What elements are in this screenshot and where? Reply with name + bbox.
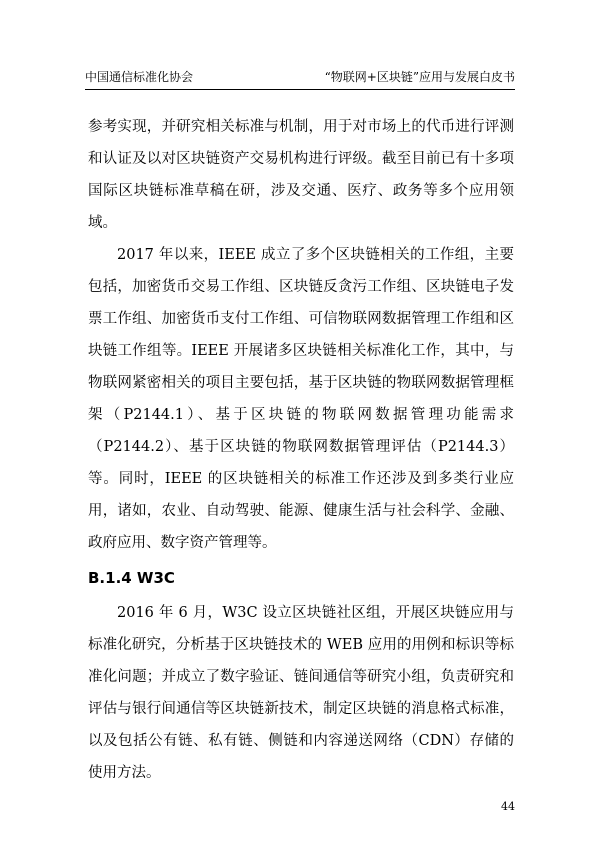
paragraph-standards-continued: 参考实现，并研究相关标准与机制，用于对市场上的代币进行评测和认证及以对区块链资产交易机构进行评级。截至目前已有十多项国际区块链标准草稿在研，涉及交通、医疗、政务等多个应用领域。 <box>88 119 514 231</box>
page-header <box>85 68 515 86</box>
header-divider <box>85 89 515 90</box>
page-number: 44 <box>501 800 515 813</box>
paragraph-w3c: 2016 年 6 月，W3C 设立区块链社区组，开展区块链应用与标准化研究，分析基于区块链技术的 WEB 应用的用例和标识等标准化问题；并成立了数字验证、链间通信等研究小组，负责研究和评估与银行间通信等区块链新技术，制定区块链的消息格式标准，以及包括公有链、私有链、侧链和内容递送网络（CDN）存储的使用方法。 <box>88 605 514 781</box>
header-document-title: “物联网+区块链”应用与发展白皮书 <box>324 70 515 84</box>
main-content <box>88 111 514 789</box>
header-organization: 中国通信标准化协会 <box>85 70 194 84</box>
section-heading-w3c: B.1.4 W3C <box>88 569 175 587</box>
paragraph-ieee: 2017 年以来，IEEE 成立了多个区块链相关的工作组，主要包括，加密货币交易工作组、区块链反贪污工作组、区块链电子发票工作组、加密货币支付工作组、可信物联网数据管理工作组和区块链工作组等。IEEE 开展诸多区块链相关标准化工作，其中，与物联网紧密相关的项目主要包括，基于区块链的物联网数据管理框架（P2144.1）、基于区块链的物联网数据管理功能需求（P2144.2）、基于区块链的物联网数据管理评估（P2144.3）等。同时，IEEE 的区块链相关的标准工作还涉及到多类行业应用，诸如，农业、自动驾驶、能源、健康生活与社会科学、金融、政府应用、数字资产管理等。 <box>88 247 514 551</box>
